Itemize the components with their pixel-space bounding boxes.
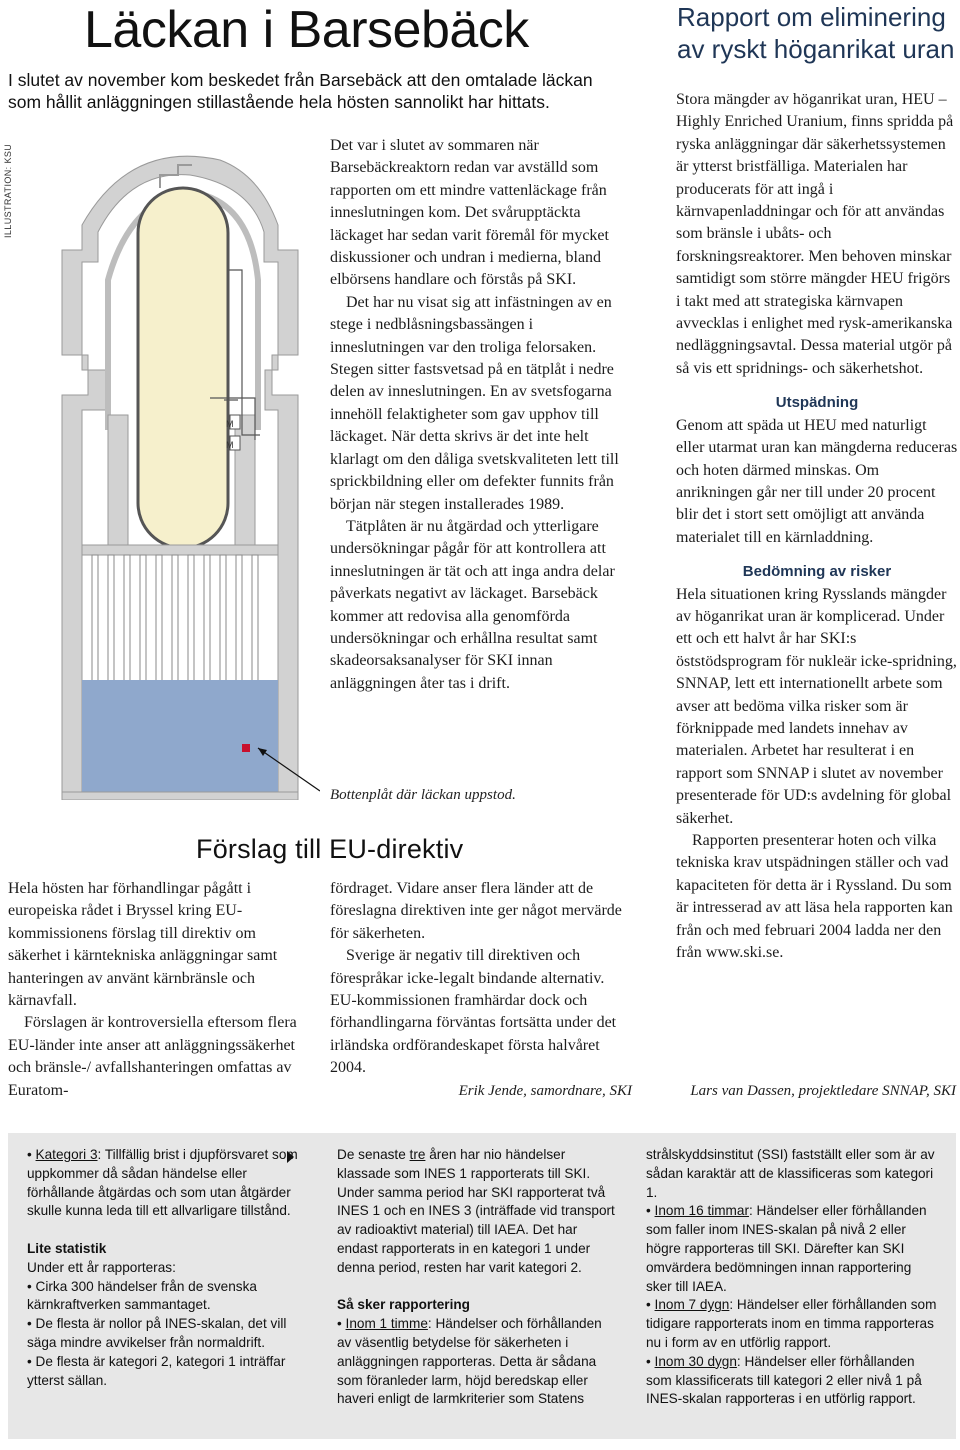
reporting-item: • Inom 30 dygn: Händelser eller förhållanden som klassificerats till kategori 2 eller nivå 1 på INES-skalan rapporteras i en utförlig rapport.	[646, 1353, 922, 1407]
right-intro: Stora mängder av höganrikat uran, HEU – Highly Enriched Uranium, finns spridda på ryska anläggningar där säkerhetssystemen är ytterst bristfälliga. Materialen har producerats för att ingå i kärnvapenladdningar och för att användas som bränsle i ubåts- och forskningsreaktorer. Men behoven minskar samtidigt som större mängder HEU frigörs i takt med att strategiska kärnvapen avvecklas i enlighet med rysk-amerikanska nedläggningsavtal. Dessa material utgör på så vis ett spridnings- och säkerhetshot.	[676, 91, 954, 377]
pedestal-left	[108, 415, 128, 545]
valve-label-upper: M	[226, 419, 234, 429]
ines-summary: De senaste tre åren har nio händelser klassade som INES 1 rapporterats till SKI. Under samma period har SKI rapporterat två INES 1 och en INES 3 (inträffade vid transport av radioaktivt material) till IAEA. Det har endast rapporterats in en kategori 1 under denna period, resten har varit kategori 2.	[337, 1147, 615, 1275]
right-paragraph: Hela situationen kring Rysslands mängder av höganrikat uran är komplicerad. Under ett och ett halvt år har SKI:s öststödsprogram för nukleär icke-spridning, SNNAP, lett ett internationellt arbete som avser att bedöma vilka risker som är förknippade med landets innehav av materialen. Arbetet har resulterat i en rapport som SNNAP i slutet av november presenterade för UD:s avdelning för global säkerhet.	[676, 585, 957, 827]
eu-headline: Förslag till EU-direktiv	[196, 834, 464, 864]
leak-marker	[242, 744, 250, 752]
right-paragraph: Rapporten presenterar hoten och vilka tekniska krav utspädningen ställer och vad kapaciteten för detta är i Ryssland. Du som är intresserad av att läsa hela rapporten kan från och med februari 2004 ladda ner den från www.ski.se.	[676, 832, 953, 962]
right-paragraph: Genom att späda ut HEU med naturligt eller utarmat uran kan mängderna reduceras och hoten därmed minskas. Om anrikningen går ner till under 20 procent blir det i stort sett omöjligt att använda materialet till en kärnladdning.	[676, 416, 958, 546]
reporting-item: • Inom 1 timme: Händelser och förhållanden av väsentlig betydelse för säkerheten i anläggningen rapporteras. Detta är sådana som föranleder larm, höjd beredskap eller haveri enligt de larmkriterier som Statens	[337, 1316, 602, 1407]
factbox-column-1	[27, 1146, 307, 1390]
eu-signature: Erik Jende, samordnare, SKI	[458, 1083, 632, 1099]
statistics-item: • De flesta är nollor på INES-skalan, det vill säga mindre avvikelser från normaldrift.	[27, 1316, 287, 1350]
eu-column-1	[8, 878, 304, 1102]
reporting-continued: strålskyddsinstitut (SSI) fastställt eller som är av sådan karaktär att de klassificeras som kategori 1.	[646, 1147, 935, 1200]
lead-paragraph: I slutet av november kom beskedet från Barsebäck att den omtalade läckan som hållit anläggningen stillastående hela hösten sannolikt har hittats.	[8, 70, 593, 112]
subheading-bedomning: Bedömning av risker	[742, 563, 892, 581]
valve-label-lower: M	[226, 440, 234, 450]
reporting-heading: Så sker rapportering	[337, 1297, 470, 1313]
illustration-caption: Bottenplåt där läckan uppstod.	[330, 787, 516, 803]
pool-water	[82, 680, 278, 792]
pool-floor	[62, 792, 298, 800]
reporting-item: • Inom 7 dygn: Händelser eller förhållanden som tidigare rapporterats inom en timma rapporteras nu i form av en utförlig rapport.	[646, 1297, 937, 1350]
article-paragraph: Det har nu visat sig att infästningen av en stege i nedblåsningsbassängen i inneslutningen var den troliga felorsaken. Stegen sitter fastsvetsad på en tätplåt i nedre delen av inneslutningen. En av svetsfogarna innehöll felaktigheter som gav upphov till läckaget. När detta skrivs är det inte helt klarlagt om den dåliga svetskvaliteten lett till sprickbildning eller om defekter funnits från början när stegen installerades 1989.	[330, 293, 619, 513]
kategori-3-label: Kategori 3	[35, 1147, 98, 1162]
factbox-column-2	[337, 1146, 619, 1409]
factbox-column-3	[646, 1146, 938, 1409]
article-paragraph: Tätplåten är nu åtgärdad och ytterligare undersökningar pågår för att kontrollera att inneslutningen är tät och att inga andra delar påverkats negativt av läckaget. Barsebäck kommer att redovisa alla genomförda undersökningar och erhållna resultat samt skadeorsaksanalyser för SKI innan anläggningen åter tas i drift.	[330, 517, 615, 692]
right-column	[676, 89, 958, 964]
right-signature: Lars van Dassen, projektledare SNNAP, SKI	[690, 1083, 956, 1099]
eu-paragraph: fördraget. Vidare anser flera länder att de föreslagna direktiven inte ger något mervärde för säkerheten.	[330, 880, 622, 942]
illustration-credit: ILLUSTRATION: KSU	[3, 143, 13, 238]
eu-paragraph: Hela hösten har förhandlingar pågått i europeiska rådet i Bryssel kring EU-kommissionens förslag till direktiv om säkerhet i kärntekniska anläggningar samt hanteringen av använt kärnbränsle och kärnavfall.	[8, 880, 278, 1010]
article-column	[330, 135, 630, 695]
right-headline: Rapport om eliminering av ryskt höganrikat uran	[677, 2, 955, 64]
drywell-floor	[82, 545, 278, 555]
kategori-3-item: • Kategori 3: Tillfällig brist i djupförsvaret som uppkommer då sådan händelse eller förhållande åtgärdas och som utan åtgärder skulle kunna leda till ett allvarligare tillstånd.	[27, 1147, 298, 1219]
reactor-vessel	[138, 188, 228, 548]
eu-column-2	[330, 878, 630, 1080]
eu-paragraph: Sverige är negativ till direktiven och förespråkar icke-legalt bindande alternativ. EU-kommissionen framhärdar dock och förhandlingarna förväntas fortsätta under det irländska ordförandeskapet första halvåret 2004.	[330, 947, 617, 1077]
main-headline: Läckan i Barsebäck	[84, 1, 529, 59]
eu-paragraph: Förslagen är kontroversiella eftersom flera EU-länder inte anser att anläggningssäkerhet och bränsle-/ avfallshanteringen omfattas av Euratom-	[8, 1014, 297, 1099]
statistics-item: • Cirka 300 händelser från de svenska kärnkraftverken sammantaget.	[27, 1278, 257, 1313]
reporting-item: • Inom 16 timmar: Händelser eller förhållanden som faller inom INES-skalan på nivå 2 eller högre rapporteras till SKI. Därefter kan SKI omvärdera bedömningen innan rapportering sker till IAEA.	[646, 1203, 927, 1294]
reactor-illustration	[20, 130, 320, 800]
subheading-utspadning: Utspädning	[775, 394, 859, 412]
statistics-intro: Under ett år rapporteras:	[27, 1259, 176, 1275]
statistics-item: • De flesta är kategori 2, kategori 1 inträffar ytterst sällan.	[27, 1353, 286, 1388]
statistics-heading: Lite statistik	[27, 1240, 107, 1256]
article-paragraph: Det var i slutet av sommaren när Barsebäckreaktorn redan var avställd som rapporten om ett mindre vattenläckage från inneslutningen kom. Det svårupptäckta läckaget har sedan varit föremål för mycket diskussioner och undran i medierna, bland elbörsens handlare och förstås på SKI.	[330, 137, 609, 289]
